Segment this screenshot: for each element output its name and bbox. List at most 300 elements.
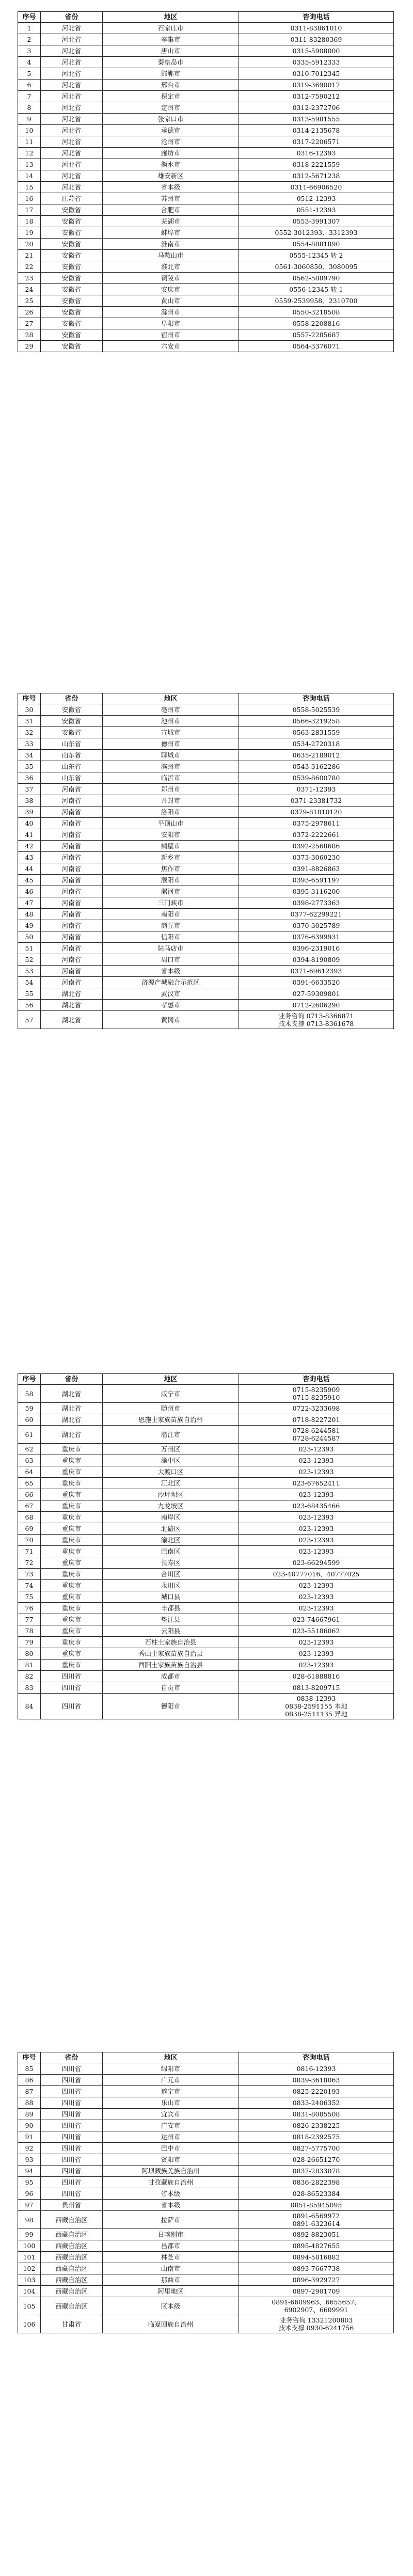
table-row	[18, 2240, 394, 2252]
province-cell: 重庆市	[41, 1580, 103, 1591]
phone-cell	[239, 1455, 394, 1466]
area-cell: 平顶山市	[103, 818, 239, 829]
phone-number: 023-55186062	[292, 1627, 340, 1635]
phone-number: 0313-5981555	[292, 115, 340, 123]
phone-number: 0722-3233698	[292, 1404, 340, 1412]
area-cell: 万州区	[103, 1444, 239, 1455]
row-number-cell: 105	[18, 2297, 41, 2315]
row-number-cell: 34	[18, 750, 41, 761]
area-cell: 绵阳市	[103, 2063, 239, 2075]
table-row	[18, 852, 394, 863]
phone-cell	[239, 2200, 394, 2211]
area-cell: 保定市	[103, 91, 239, 102]
area-cell: 丰都县	[103, 1603, 239, 1614]
row-number-cell: 73	[18, 1569, 41, 1580]
phone-cell	[239, 1580, 394, 1591]
table-row	[18, 1694, 394, 1719]
phone-number: 0728-6244587	[292, 1434, 340, 1442]
province-cell: 重庆市	[41, 1557, 103, 1569]
phone-cell	[239, 1557, 394, 1569]
header-province: 省份	[41, 693, 103, 704]
province-cell: 安徽省	[41, 727, 103, 738]
table-row	[18, 863, 394, 875]
row-number-cell: 92	[18, 2143, 41, 2154]
area-cell: 宣城市	[103, 727, 239, 738]
province-cell: 四川省	[41, 2086, 103, 2097]
province-cell: 山东省	[41, 738, 103, 750]
area-cell: 濮阳市	[103, 875, 239, 886]
table-row	[18, 2315, 394, 2333]
phone-cell	[239, 852, 394, 863]
province-cell: 安徽省	[41, 704, 103, 716]
table-row	[18, 704, 394, 716]
phone-cell	[239, 2131, 394, 2143]
area-cell: 北碚区	[103, 1523, 239, 1535]
row-number-cell: 16	[18, 193, 41, 204]
province-cell: 西藏自治区	[41, 2263, 103, 2274]
area-cell: 酉阳土家族苗族自治县	[103, 1660, 239, 1671]
phone-number: 0838-2591155 本地	[285, 1702, 347, 1710]
row-number-cell: 104	[18, 2286, 41, 2297]
phone-number: 0561-3060850、3080095	[275, 263, 358, 271]
province-cell: 河南省	[41, 807, 103, 818]
phone-cell	[239, 273, 394, 284]
row-number-cell: 100	[18, 2240, 41, 2252]
area-cell: 昌都市	[103, 2240, 239, 2252]
phone-number: 023-12393	[298, 1582, 334, 1589]
phone-cell	[239, 909, 394, 920]
area-cell: 三门峡市	[103, 897, 239, 909]
phone-number: 0896-3929727	[292, 2276, 340, 2284]
phone-cell	[239, 2240, 394, 2252]
area-cell: 恩施土家族苗族自治州	[103, 1414, 239, 1426]
province-cell: 湖北省	[41, 1000, 103, 1011]
province-cell: 重庆市	[41, 1500, 103, 1512]
province-cell: 湖北省	[41, 1414, 103, 1426]
row-number-cell: 23	[18, 273, 41, 284]
row-number-cell: 51	[18, 943, 41, 954]
row-number-cell: 7	[18, 91, 41, 102]
header-row	[18, 12, 394, 23]
phone-number: 0371-12393	[296, 785, 336, 793]
province-cell: 重庆市	[41, 1489, 103, 1500]
phone-number: 0396-2319016	[292, 944, 340, 952]
phone-cell	[239, 23, 394, 34]
header-no: 序号	[18, 2052, 41, 2063]
phone-number: 0826-2338225	[292, 2122, 340, 2129]
phone-cell	[239, 1426, 394, 1444]
area-cell: 沙坪坝区	[103, 1489, 239, 1500]
area-cell: 乐山市	[103, 2097, 239, 2109]
phone-number: 技术支撑 0713-8361678	[278, 1020, 354, 1028]
phone-cell	[239, 966, 394, 977]
phone-number: 0376-6399931	[292, 933, 340, 941]
table-row	[18, 23, 394, 34]
table-row	[18, 807, 394, 818]
table-row	[18, 2143, 394, 2154]
row-number-cell: 69	[18, 1523, 41, 1535]
table-row	[18, 2188, 394, 2200]
area-cell: 淮南市	[103, 239, 239, 250]
phone-number: 0891-6569972	[292, 2212, 340, 2220]
table-row	[18, 2063, 394, 2075]
phone-number: 0718-8227201	[292, 1416, 340, 1424]
phone-number: 0393-6591197	[292, 876, 340, 884]
phone-cell	[239, 863, 394, 875]
province-cell: 湖北省	[41, 1403, 103, 1414]
province-cell: 重庆市	[41, 1660, 103, 1671]
table-row	[18, 772, 394, 784]
row-number-cell: 50	[18, 931, 41, 943]
phone-cell	[239, 875, 394, 886]
row-number-cell: 26	[18, 307, 41, 318]
area-cell: 成都市	[103, 1671, 239, 1682]
row-number-cell: 21	[18, 250, 41, 261]
phone-number: 023-74667961	[292, 1616, 340, 1623]
phone-cell	[239, 34, 394, 45]
province-cell: 河南省	[41, 818, 103, 829]
table-row	[18, 931, 394, 943]
phone-cell	[239, 2252, 394, 2263]
phone-number: 0558-5025539	[292, 706, 340, 714]
area-cell: 潜江市	[103, 1426, 239, 1444]
area-cell: 省本级	[103, 2200, 239, 2211]
province-cell: 四川省	[41, 1694, 103, 1719]
row-number-cell: 77	[18, 1614, 41, 1625]
table-row	[18, 80, 394, 91]
phone-number: 0566-3219258	[292, 717, 340, 725]
area-cell: 沧州市	[103, 136, 239, 148]
phone-number: 0838-2511135 异地	[285, 1710, 347, 1718]
row-number-cell: 12	[18, 148, 41, 159]
table-row	[18, 2154, 394, 2166]
province-cell: 河南省	[41, 954, 103, 966]
phone-cell	[239, 1591, 394, 1603]
phone-cell	[239, 1478, 394, 1489]
phone-number: 0315-5908000	[292, 47, 340, 55]
table-row	[18, 909, 394, 920]
province-cell: 河南省	[41, 943, 103, 954]
table-row	[18, 1671, 394, 1682]
area-cell: 秀山土家族苗族自治县	[103, 1648, 239, 1660]
row-number-cell: 83	[18, 1682, 41, 1694]
row-number-cell: 90	[18, 2120, 41, 2131]
phone-number: 023-67652411	[292, 1479, 340, 1487]
table-row	[18, 1455, 394, 1466]
phone-number: 0891-6323614	[292, 2220, 340, 2227]
phone-number: 0892-8823051	[292, 2231, 340, 2238]
row-number-cell: 1	[18, 23, 41, 34]
phone-cell	[239, 2143, 394, 2154]
phone-cell	[239, 261, 394, 273]
table-row	[18, 1535, 394, 1546]
province-cell: 河北省	[41, 68, 103, 80]
phone-number: 0318-2221559	[292, 161, 340, 168]
province-cell: 重庆市	[41, 1466, 103, 1478]
phone-number: 023-12393	[298, 1547, 334, 1555]
phone-cell	[239, 227, 394, 239]
area-cell: 垫江县	[103, 1614, 239, 1625]
row-number-cell: 89	[18, 2109, 41, 2120]
table-row	[18, 954, 394, 966]
row-number-cell: 99	[18, 2229, 41, 2240]
phone-number: 0310-7012345	[292, 70, 340, 77]
province-cell: 安徽省	[41, 329, 103, 341]
header-no: 序号	[18, 693, 41, 704]
row-number-cell: 65	[18, 1478, 41, 1489]
province-cell: 重庆市	[41, 1444, 103, 1455]
province-cell: 安徽省	[41, 261, 103, 273]
phone-number: 0564-3376071	[292, 342, 340, 350]
phone-cell	[239, 1011, 394, 1029]
header-no: 序号	[18, 12, 41, 23]
province-cell: 山东省	[41, 761, 103, 772]
phone-number: 0539-8600780	[292, 774, 340, 782]
phone-number: 0897-2901709	[292, 2287, 340, 2295]
province-cell: 湖北省	[41, 1385, 103, 1403]
area-cell: 驻马店市	[103, 943, 239, 954]
province-cell: 河北省	[41, 136, 103, 148]
table-row	[18, 2297, 394, 2315]
province-cell: 四川省	[41, 2120, 103, 2131]
province-cell: 四川省	[41, 2143, 103, 2154]
table-row	[18, 307, 394, 318]
area-cell: 渝北区	[103, 1535, 239, 1546]
area-cell: 郑州市	[103, 784, 239, 795]
table-row	[18, 829, 394, 841]
phone-cell	[239, 1444, 394, 1455]
area-cell: 德阳市	[103, 1694, 239, 1719]
province-cell: 重庆市	[41, 1625, 103, 1637]
phone-cell	[239, 45, 394, 57]
province-cell: 安徽省	[41, 318, 103, 329]
area-cell: 石柱土家族自治县	[103, 1637, 239, 1648]
row-number-cell: 40	[18, 818, 41, 829]
area-cell: 巴南区	[103, 1546, 239, 1557]
province-cell: 山东省	[41, 750, 103, 761]
row-number-cell: 14	[18, 170, 41, 182]
phone-cell	[239, 102, 394, 114]
table-row	[18, 284, 394, 295]
phone-cell	[239, 1414, 394, 1426]
phone-cell	[239, 727, 394, 738]
area-cell: 拉萨市	[103, 2211, 239, 2229]
phone-cell	[239, 2274, 394, 2286]
province-cell: 河南省	[41, 909, 103, 920]
table-row	[18, 2086, 394, 2097]
phone-cell	[239, 2263, 394, 2274]
province-cell: 重庆市	[41, 1614, 103, 1625]
row-number-cell: 80	[18, 1648, 41, 1660]
phone-cell	[239, 250, 394, 261]
table-row	[18, 102, 394, 114]
phone-number: 0818-2392575	[292, 2133, 340, 2141]
province-cell: 贵州省	[41, 2200, 103, 2211]
table-row	[18, 761, 394, 772]
province-cell: 河南省	[41, 931, 103, 943]
phone-cell	[239, 1569, 394, 1580]
area-cell: 德州市	[103, 738, 239, 750]
row-number-cell: 47	[18, 897, 41, 909]
area-cell: 焦作市	[103, 863, 239, 875]
area-cell: 芜湖市	[103, 216, 239, 227]
province-cell: 西藏自治区	[41, 2297, 103, 2315]
province-cell: 河北省	[41, 34, 103, 45]
province-cell: 安徽省	[41, 250, 103, 261]
phone-number: 0392-2568686	[292, 842, 340, 850]
area-cell: 鹤壁市	[103, 841, 239, 852]
table-row	[18, 841, 394, 852]
province-cell: 四川省	[41, 2131, 103, 2143]
header-no: 序号	[18, 1374, 41, 1385]
phone-number: 0372-2222661	[292, 831, 340, 839]
phone-cell	[239, 1637, 394, 1648]
table-row	[18, 1414, 394, 1426]
province-cell: 河北省	[41, 148, 103, 159]
area-cell: 渝中区	[103, 1455, 239, 1466]
area-cell: 巴中市	[103, 2143, 239, 2154]
province-cell: 四川省	[41, 2154, 103, 2166]
phone-cell	[239, 1671, 394, 1682]
province-cell: 河北省	[41, 80, 103, 91]
row-number-cell: 91	[18, 2131, 41, 2143]
table-row	[18, 1660, 394, 1671]
contact-table-3	[18, 1373, 394, 1719]
row-number-cell: 106	[18, 2315, 41, 2333]
phone-cell	[239, 818, 394, 829]
area-cell: 亳州市	[103, 704, 239, 716]
phone-number: 0377-62299221	[290, 910, 342, 918]
table-row	[18, 1603, 394, 1614]
phone-cell	[239, 57, 394, 68]
area-cell: 雄安新区	[103, 170, 239, 182]
table-row	[18, 204, 394, 216]
province-cell: 河北省	[41, 102, 103, 114]
province-cell: 河南省	[41, 897, 103, 909]
area-cell: 自贡市	[103, 1682, 239, 1694]
table-row	[18, 329, 394, 341]
phone-cell	[239, 204, 394, 216]
phone-cell	[239, 2166, 394, 2177]
province-cell: 甘肃省	[41, 2315, 103, 2333]
table-row	[18, 216, 394, 227]
area-cell: 滨州市	[103, 761, 239, 772]
phone-number: 0893-7667738	[292, 2265, 340, 2272]
header-row	[18, 693, 394, 704]
area-cell: 新乡市	[103, 852, 239, 863]
row-number-cell: 57	[18, 1011, 41, 1029]
province-cell: 江苏省	[41, 193, 103, 204]
phone-number: 0555-12345 转 2	[289, 251, 343, 259]
row-number-cell: 64	[18, 1466, 41, 1478]
row-number-cell: 53	[18, 966, 41, 977]
phone-number: 0395-3116200	[292, 888, 340, 895]
province-cell: 重庆市	[41, 1455, 103, 1466]
row-number-cell: 74	[18, 1580, 41, 1591]
table-row	[18, 966, 394, 977]
phone-cell	[239, 1660, 394, 1671]
phone-number: 0316-12393	[296, 149, 336, 157]
row-number-cell: 20	[18, 239, 41, 250]
phone-number: 0375-2978611	[292, 819, 340, 827]
row-number-cell: 13	[18, 159, 41, 170]
phone-cell	[239, 1603, 394, 1614]
province-cell: 安徽省	[41, 227, 103, 239]
phone-number: 023-12393	[298, 1593, 334, 1601]
province-cell: 河北省	[41, 125, 103, 136]
phone-cell	[239, 2097, 394, 2109]
province-cell: 西藏自治区	[41, 2252, 103, 2263]
area-cell: 合肥市	[103, 204, 239, 216]
area-cell: 咸宁市	[103, 1385, 239, 1403]
province-cell: 山东省	[41, 772, 103, 784]
table-row	[18, 1682, 394, 1694]
area-cell: 邯郸市	[103, 68, 239, 80]
row-number-cell: 30	[18, 704, 41, 716]
row-number-cell: 2	[18, 34, 41, 45]
phone-cell	[239, 295, 394, 307]
province-cell: 河北省	[41, 114, 103, 125]
row-number-cell: 82	[18, 1671, 41, 1682]
row-number-cell: 66	[18, 1489, 41, 1500]
phone-number: 023-66294599	[292, 1559, 340, 1567]
row-number-cell: 59	[18, 1403, 41, 1414]
row-number-cell: 46	[18, 886, 41, 897]
phone-number: 023-40777016、40777025	[273, 1570, 360, 1578]
phone-number: 0836-2822398	[292, 2178, 340, 2186]
phone-number: 0312-2372706	[292, 104, 340, 112]
row-number-cell: 95	[18, 2177, 41, 2188]
phone-number: 023-12393	[298, 1661, 334, 1669]
table-row	[18, 273, 394, 284]
phone-cell	[239, 2075, 394, 2086]
phone-cell	[239, 80, 394, 91]
phone-number: 0319-3690017	[292, 81, 340, 89]
area-cell: 甘孜藏族自治州	[103, 2177, 239, 2188]
header-row	[18, 1374, 394, 1385]
phone-number: 0831-8085508	[292, 2110, 340, 2118]
phone-number: 0371-23381732	[290, 797, 342, 804]
province-cell: 四川省	[41, 2097, 103, 2109]
row-number-cell: 86	[18, 2075, 41, 2086]
area-cell: 省本级	[103, 2188, 239, 2200]
table-row	[18, 727, 394, 738]
phone-number: 0837-2833078	[292, 2167, 340, 2175]
table-row	[18, 114, 394, 125]
area-cell: 马鞍山市	[103, 250, 239, 261]
area-cell: 承德市	[103, 125, 239, 136]
row-number-cell: 70	[18, 1535, 41, 1546]
province-cell: 河北省	[41, 170, 103, 182]
province-cell: 安徽省	[41, 239, 103, 250]
table-row	[18, 182, 394, 193]
province-cell: 重庆市	[41, 1523, 103, 1535]
phone-cell	[239, 318, 394, 329]
phone-cell	[239, 704, 394, 716]
area-cell: 淮北市	[103, 261, 239, 273]
phone-number: 023-12393	[298, 1513, 334, 1521]
table-row	[18, 2211, 394, 2229]
row-number-cell: 35	[18, 761, 41, 772]
table-row	[18, 1591, 394, 1603]
phone-number: 0554-8881890	[292, 240, 340, 248]
phone-number: 0373-3060230	[292, 854, 340, 861]
area-cell: 衡水市	[103, 159, 239, 170]
area-cell: 苏州市	[103, 193, 239, 204]
area-cell: 辛集市	[103, 34, 239, 45]
phone-cell	[239, 2286, 394, 2297]
row-number-cell: 62	[18, 1444, 41, 1455]
